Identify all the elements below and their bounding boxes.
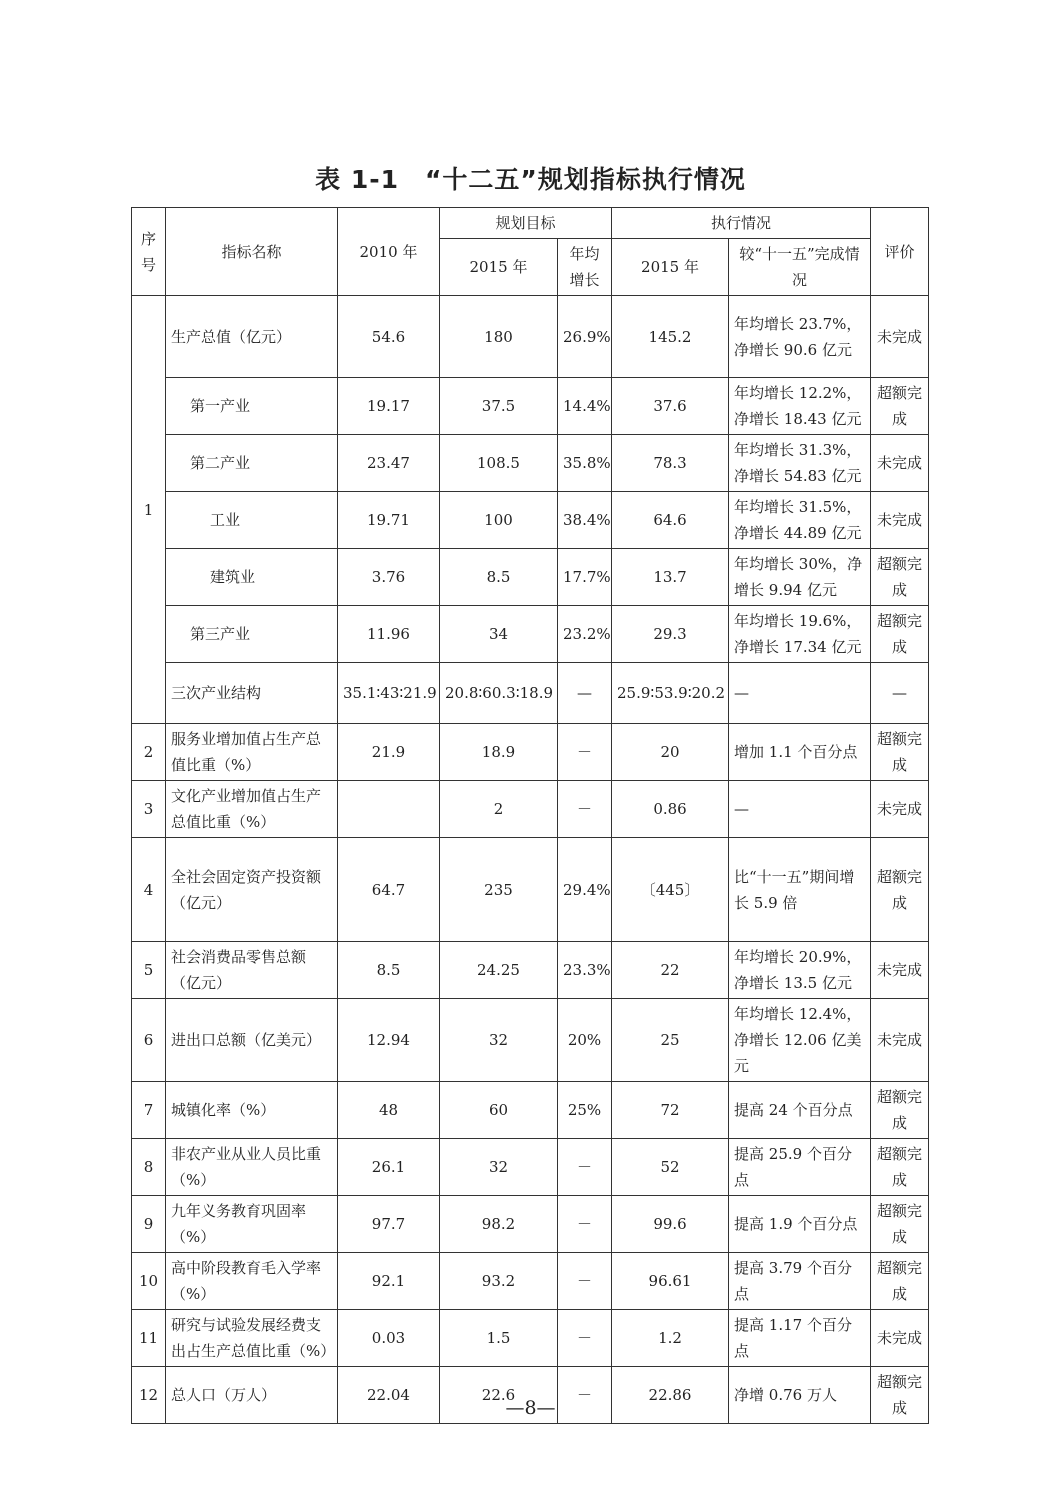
cell-plan-2015: 37.5: [440, 378, 558, 435]
table-body: [132, 296, 929, 1424]
cell-seq: 11: [132, 1310, 166, 1367]
cell-2010-value: 22.04: [338, 1367, 440, 1424]
cell-evaluation: 未完成: [871, 781, 929, 838]
cell-seq: 9: [132, 1196, 166, 1253]
cell-actual-2015: 25.9∶53.9∶20.2: [612, 663, 729, 724]
cell-2010-value: 21.9: [338, 724, 440, 781]
cell-evaluation: 未完成: [871, 1310, 929, 1367]
table-row: [132, 942, 929, 999]
cell-evaluation: —: [871, 663, 929, 724]
table-row: [132, 1253, 929, 1310]
cell-evaluation: 超额完成: [871, 549, 929, 606]
cell-compare: 年均增长 30%，净增长 9.94 亿元: [729, 549, 871, 606]
table-row: [132, 838, 929, 942]
cell-evaluation: 超额完成: [871, 1253, 929, 1310]
cell-plan-2015: 34: [440, 606, 558, 663]
cell-actual-2015: 〔445〕: [612, 838, 729, 942]
cell-2010-value: 0.03: [338, 1310, 440, 1367]
page-number: —8—: [505, 1397, 556, 1419]
cell-plan-2015: 20.8∶60.3∶18.9: [440, 663, 558, 724]
cell-compare: 提高 3.79 个百分点: [729, 1253, 871, 1310]
cell-plan-2015: 32: [440, 1139, 558, 1196]
indicator-table: [131, 207, 929, 1424]
cell-evaluation: 超额完成: [871, 606, 929, 663]
table-row: [132, 1082, 929, 1139]
cell-actual-2015: 145.2: [612, 296, 729, 378]
cell-2010-value: 97.7: [338, 1196, 440, 1253]
cell-compare: 提高 25.9 个百分点: [729, 1139, 871, 1196]
cell-seq: 4: [132, 838, 166, 942]
cell-2010-value: 3.76: [338, 549, 440, 606]
cell-plan-growth: 29.4%: [558, 838, 612, 942]
cell-seq: 1: [132, 296, 166, 724]
cell-plan-growth: －: [558, 1139, 612, 1196]
cell-2010-value: 35.1∶43∶21.9: [338, 663, 440, 724]
cell-plan-growth: 14.4%: [558, 378, 612, 435]
header-seq: 序号: [132, 208, 166, 296]
cell-plan-growth: —: [558, 663, 612, 724]
cell-plan-growth: －: [558, 1253, 612, 1310]
cell-2010-value: 19.71: [338, 492, 440, 549]
cell-compare: 年均增长 12.2%，净增长 18.43 亿元: [729, 378, 871, 435]
cell-actual-2015: 13.7: [612, 549, 729, 606]
cell-2010-value: 92.1: [338, 1253, 440, 1310]
cell-compare: 提高 1.17 个百分点: [729, 1310, 871, 1367]
cell-evaluation: 未完成: [871, 492, 929, 549]
cell-evaluation: 超额完成: [871, 378, 929, 435]
cell-evaluation: 超额完成: [871, 1367, 929, 1424]
cell-compare: 年均增长 20.9%，净增长 13.5 亿元: [729, 942, 871, 999]
cell-seq: 10: [132, 1253, 166, 1310]
table-row: [132, 492, 929, 549]
header-execution: 执行情况: [612, 208, 871, 239]
cell-actual-2015: 1.2: [612, 1310, 729, 1367]
table-row: [132, 999, 929, 1082]
cell-indicator-name: 研究与试验发展经费支出占生产总值比重（%）: [166, 1310, 338, 1367]
cell-plan-growth: 23.2%: [558, 606, 612, 663]
cell-indicator-name: 建筑业: [166, 549, 338, 606]
cell-compare: 年均增长 23.7%，净增长 90.6 亿元: [729, 296, 871, 378]
cell-actual-2015: 78.3: [612, 435, 729, 492]
table-row: [132, 1196, 929, 1253]
cell-compare: 年均增长 31.5%，净增长 44.89 亿元: [729, 492, 871, 549]
header-exec-2015: 2015 年: [612, 239, 729, 296]
cell-plan-2015: 24.25: [440, 942, 558, 999]
header-name: 指标名称: [166, 208, 338, 296]
cell-2010-value: 26.1: [338, 1139, 440, 1196]
header-base-year: 2010 年: [338, 208, 440, 296]
cell-plan-2015: 18.9: [440, 724, 558, 781]
cell-indicator-name: 生产总值（亿元）: [166, 296, 338, 378]
cell-indicator-name: 第三产业: [166, 606, 338, 663]
cell-plan-2015: 60: [440, 1082, 558, 1139]
cell-compare: —: [729, 781, 871, 838]
cell-plan-growth: 20%: [558, 999, 612, 1082]
cell-seq: 6: [132, 999, 166, 1082]
cell-evaluation: 超额完成: [871, 724, 929, 781]
cell-plan-2015: 1.5: [440, 1310, 558, 1367]
cell-indicator-name: 城镇化率（%）: [166, 1082, 338, 1139]
table-row: [132, 724, 929, 781]
cell-2010-value: 23.47: [338, 435, 440, 492]
cell-plan-growth: －: [558, 1367, 612, 1424]
cell-evaluation: 超额完成: [871, 838, 929, 942]
cell-indicator-name: 社会消费品零售总额（亿元）: [166, 942, 338, 999]
cell-plan-2015: 100: [440, 492, 558, 549]
cell-indicator-name: 九年义务教育巩固率（%）: [166, 1196, 338, 1253]
cell-plan-2015: 180: [440, 296, 558, 378]
cell-2010-value: 64.7: [338, 838, 440, 942]
cell-plan-2015: 93.2: [440, 1253, 558, 1310]
cell-plan-2015: 2: [440, 781, 558, 838]
cell-compare: —: [729, 663, 871, 724]
cell-actual-2015: 72: [612, 1082, 729, 1139]
cell-compare: 年均增长 19.6%，净增长 17.34 亿元: [729, 606, 871, 663]
cell-2010-value: 11.96: [338, 606, 440, 663]
cell-compare: 提高 24 个百分点: [729, 1082, 871, 1139]
cell-actual-2015: 29.3: [612, 606, 729, 663]
cell-compare: 比“十一五”期间增长 5.9 倍: [729, 838, 871, 942]
cell-actual-2015: 96.61: [612, 1253, 729, 1310]
cell-indicator-name: 工业: [166, 492, 338, 549]
cell-plan-growth: 23.3%: [558, 942, 612, 999]
table-row: [132, 781, 929, 838]
cell-compare: 提高 1.9 个百分点: [729, 1196, 871, 1253]
cell-actual-2015: 25: [612, 999, 729, 1082]
cell-plan-2015: 8.5: [440, 549, 558, 606]
cell-actual-2015: 37.6: [612, 378, 729, 435]
cell-indicator-name: 文化产业增加值占生产总值比重（%）: [166, 781, 338, 838]
cell-seq: 5: [132, 942, 166, 999]
cell-actual-2015: 99.6: [612, 1196, 729, 1253]
cell-indicator-name: 进出口总额（亿美元）: [166, 999, 338, 1082]
cell-plan-growth: 26.9%: [558, 296, 612, 378]
cell-actual-2015: 20: [612, 724, 729, 781]
cell-compare: 年均增长 12.4%，净增长 12.06 亿美元: [729, 999, 871, 1082]
cell-evaluation: 超额完成: [871, 1082, 929, 1139]
cell-evaluation: 未完成: [871, 942, 929, 999]
cell-seq: 2: [132, 724, 166, 781]
cell-plan-2015: 108.5: [440, 435, 558, 492]
cell-plan-growth: 25%: [558, 1082, 612, 1139]
table-row: [132, 378, 929, 435]
cell-indicator-name: 总人口（万人）: [166, 1367, 338, 1424]
cell-plan-2015: 22.6: [440, 1367, 558, 1424]
cell-indicator-name: 第二产业: [166, 435, 338, 492]
table-row: [132, 606, 929, 663]
table-title: 表 1-1 “十二五”规划指标执行情况: [315, 165, 746, 194]
cell-evaluation: 超额完成: [871, 1139, 929, 1196]
cell-indicator-name: 全社会固定资产投资额（亿元）: [166, 838, 338, 942]
cell-plan-growth: －: [558, 1310, 612, 1367]
cell-seq: 12: [132, 1367, 166, 1424]
cell-evaluation: 未完成: [871, 999, 929, 1082]
table-row: [132, 1310, 929, 1367]
cell-plan-growth: －: [558, 1196, 612, 1253]
cell-compare: 净增 0.76 万人: [729, 1367, 871, 1424]
cell-indicator-name: 高中阶段教育毛入学率（%）: [166, 1253, 338, 1310]
cell-plan-growth: 38.4%: [558, 492, 612, 549]
cell-2010-value: 19.17: [338, 378, 440, 435]
cell-plan-growth: 35.8%: [558, 435, 612, 492]
cell-evaluation: 未完成: [871, 296, 929, 378]
header-plan-target: 规划目标: [440, 208, 612, 239]
cell-actual-2015: 22: [612, 942, 729, 999]
header-plan-2015: 2015 年: [440, 239, 558, 296]
cell-seq: 8: [132, 1139, 166, 1196]
cell-seq: 3: [132, 781, 166, 838]
cell-seq: 7: [132, 1082, 166, 1139]
cell-plan-2015: 235: [440, 838, 558, 942]
cell-actual-2015: 64.6: [612, 492, 729, 549]
cell-plan-growth: －: [558, 781, 612, 838]
cell-2010-value: 48: [338, 1082, 440, 1139]
cell-plan-growth: 17.7%: [558, 549, 612, 606]
table-row: [132, 663, 929, 724]
cell-indicator-name: 三次产业结构: [166, 663, 338, 724]
header-exec-compare: 较“十一五”完成情况: [729, 239, 871, 296]
table-row: [132, 296, 929, 378]
header-evaluation: 评价: [871, 208, 929, 296]
cell-plan-growth: －: [558, 724, 612, 781]
cell-2010-value: 8.5: [338, 942, 440, 999]
cell-indicator-name: 服务业增加值占生产总值比重（%）: [166, 724, 338, 781]
cell-plan-2015: 98.2: [440, 1196, 558, 1253]
cell-evaluation: 超额完成: [871, 1196, 929, 1253]
cell-plan-2015: 32: [440, 999, 558, 1082]
cell-compare: 增加 1.1 个百分点: [729, 724, 871, 781]
cell-actual-2015: 52: [612, 1139, 729, 1196]
cell-2010-value: 12.94: [338, 999, 440, 1082]
cell-2010-value: [338, 781, 440, 838]
cell-evaluation: 未完成: [871, 435, 929, 492]
cell-indicator-name: 非农产业从业人员比重（%）: [166, 1139, 338, 1196]
cell-indicator-name: 第一产业: [166, 378, 338, 435]
table-row: [132, 435, 929, 492]
table-row: [132, 1139, 929, 1196]
cell-actual-2015: 0.86: [612, 781, 729, 838]
table-row: [132, 549, 929, 606]
header-plan-growth: 年均增长: [558, 239, 612, 296]
cell-2010-value: 54.6: [338, 296, 440, 378]
cell-actual-2015: 22.86: [612, 1367, 729, 1424]
cell-compare: 年均增长 31.3%，净增长 54.83 亿元: [729, 435, 871, 492]
